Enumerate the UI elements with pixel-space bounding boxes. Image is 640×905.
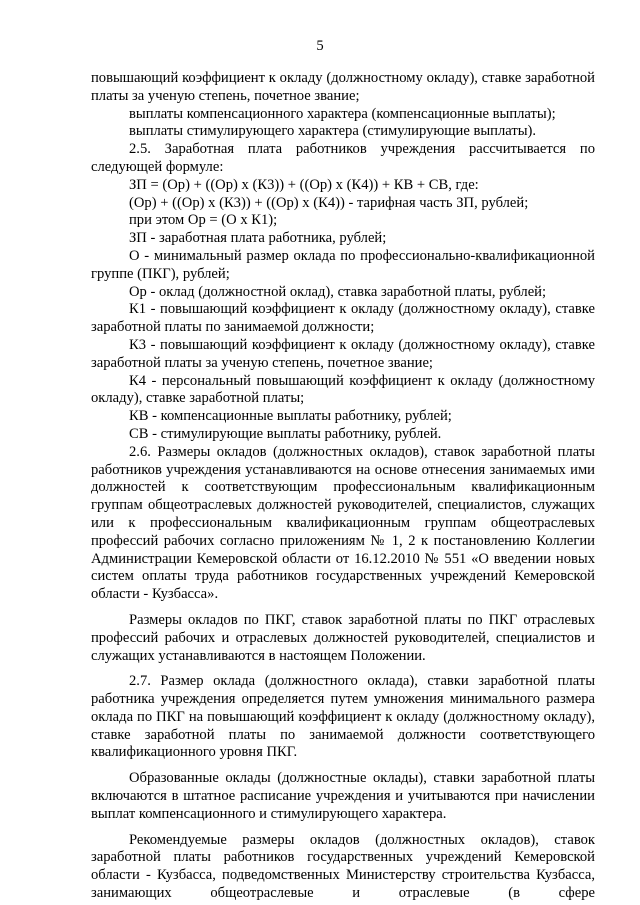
definition-sv: СВ - стимулирующие выплаты работнику, рублей. <box>129 425 442 442</box>
paragraph-incentive-payments: выплаты стимулирующего характера (стимулирующие выплаты). <box>129 123 537 140</box>
paragraph-2-6: 2.6. Размеры окладов (должностных окладов), ставок заработной платы работников учреждения устанавливаются на основе отнесения занимаемых ими должностей к соответствующим профессиональным квалификационным группам общеотраслевых должностей руководителей, специалистов, служащих или к профессиональным квалификационным группам общеотраслевых профессий рабочих согласно приложениям № 1, 2 к постановлению Коллегии Администрации Кемеровской области от 16.12.2010 № 551 «О введении новых систем оплаты труда работников государственных учреждений Кемеровской области - Кузбасса». <box>91 443 595 603</box>
paragraph-recommended-sizes: Рекомендуемые размеры окладов (должностных окладов), ставок заработной платы работников государственных учреждений Кемеровской области - Кузбасса, подведомственных Министерству строительства Кузбасса, занимающих общеотраслевые и отраслевые (в сфере <box>91 831 595 902</box>
paragraph-2-7: 2.7. Размер оклада (должностного оклада), ставки заработной платы работника учреждения определяется путем умножения минимального размера оклада по ПКГ на повышающий коэффициент к окладу (должностному окладу), ставке заработной платы по занимаемой должности соответствующего квалификационного уровня ПКГ. <box>91 673 595 761</box>
definition-o: О - минимальный размер оклада по профессионально-квалификационной группе (ПКГ), рублей; <box>91 247 595 282</box>
definition-k1: К1 - повышающий коэффициент к окладу (должностному окладу), ставке заработной платы по занимаемой должности; <box>91 301 595 336</box>
definition-or: Ор - оклад (должностной оклад), ставка заработной платы, рублей; <box>129 283 547 300</box>
document-body <box>91 70 595 903</box>
definition-kv: КВ - компенсационные выплаты работнику, рублей; <box>129 408 452 425</box>
formula-tariff-part: (Ор) + ((Ор) х (К3)) + ((Ор) х (К4)) - тарифная часть ЗП, рублей; <box>129 194 529 211</box>
paragraph-pkg-sizes: Размеры окладов по ПКГ, ставок заработной платы по ПКГ отраслевых профессий рабочих и отраслевых должностей руководителей, специалистов и служащих устанавливаются в настоящем Положении. <box>91 611 595 664</box>
paragraph-2-5: 2.5. Заработная плата работников учреждения рассчитывается по следующей формуле: <box>91 141 595 175</box>
definition-k4: К4 - персональный повышающий коэффициент к окладу (должностному окладу), ставке заработной платы; <box>91 372 595 407</box>
paragraph-k3-continuation: повышающий коэффициент к окладу (должностному окладу), ставке заработной платы за ученую степень, почетное звание; <box>91 70 595 104</box>
definition-zp: ЗП - заработная плата работника, рублей; <box>129 230 387 247</box>
paragraph-compensation-payments: выплаты компенсационного характера (компенсационные выплаты); <box>129 105 556 122</box>
formula-base-salary: при этом Ор = (О х К1); <box>129 212 278 229</box>
formula-salary: ЗП = (Ор) + ((Ор) х (К3)) + ((Ор) х (К4)) + КВ + СВ, где: <box>129 176 479 193</box>
paragraph-staff-schedule: Образованные оклады (должностные оклады), ставки заработной платы включаются в штатное расписание учреждения и учитываются при начислении выплат компенсационного и стимулирующего характера. <box>91 770 595 822</box>
definition-k3: К3 - повышающий коэффициент к окладу (должностному окладу), ставке заработной платы за ученую степень, почетное звание; <box>91 336 595 371</box>
page-number: 5 <box>316 38 324 54</box>
